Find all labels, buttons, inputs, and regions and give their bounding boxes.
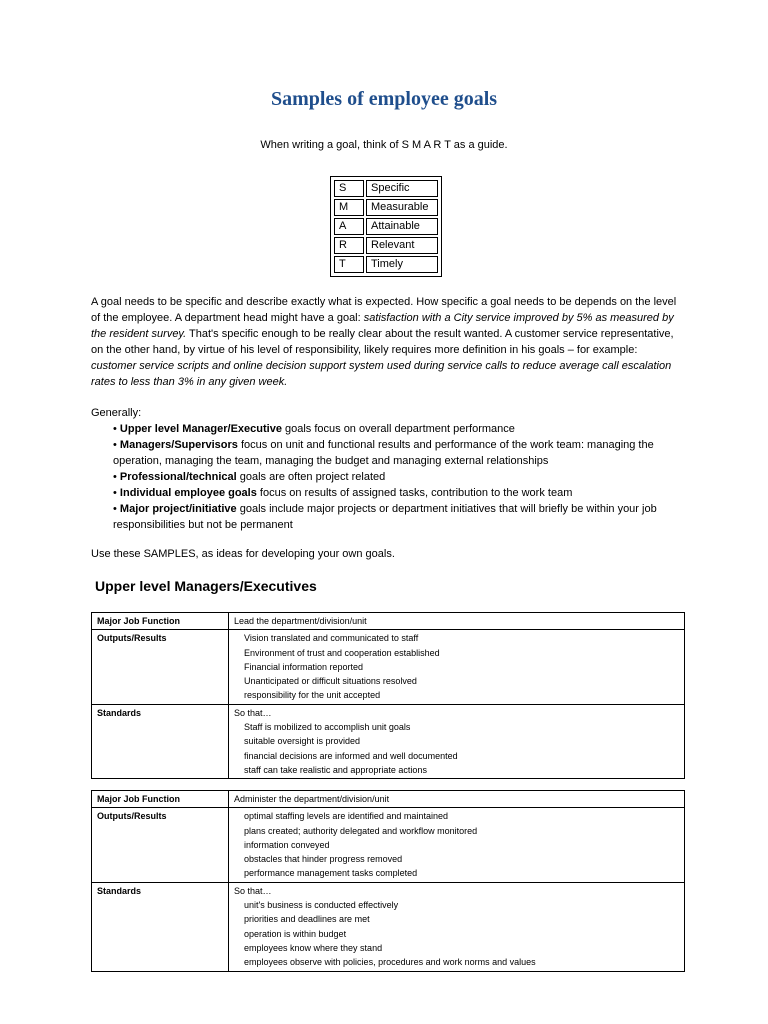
list-item-text: goals are often project related (236, 471, 386, 483)
table-row (92, 613, 685, 630)
outputs-list (229, 808, 685, 882)
goal-level-list (113, 421, 681, 533)
generally-label: Generally: (91, 407, 142, 419)
section-heading: Upper level Managers/Executives (95, 578, 317, 594)
list-item-bold: Major project/initiative (119, 503, 237, 515)
list-item (113, 485, 681, 501)
so-that-text: So that… (234, 707, 272, 718)
smart-word: Attainable (366, 218, 438, 235)
major-job-function-value: Lead the department/division/unit (229, 613, 685, 630)
smart-table (330, 176, 442, 277)
standard-item: staff can take realistic and appropriate actions (244, 764, 427, 775)
list-item-text: goals focus on overall department performance (281, 423, 515, 435)
standard-item: suitable oversight is provided (244, 736, 361, 747)
bullet-icon: • (113, 487, 117, 499)
output-item: information conveyed (244, 839, 330, 850)
smart-letter: T (334, 256, 364, 273)
list-item-bold: Individual employee goals (119, 487, 257, 499)
job-function-table-2 (91, 790, 685, 972)
standard-item: employees observe with policies, procedures and work norms and values (244, 957, 536, 968)
intro-text: When writing a goal, think of S M A R T as a guide. (260, 139, 508, 151)
bullet-icon: • (113, 471, 117, 483)
table-row (92, 704, 685, 778)
table-row (92, 808, 685, 882)
smart-row (334, 199, 438, 216)
smart-row (334, 180, 438, 197)
standard-item: financial decisions are informed and well documented (244, 750, 458, 761)
bullet-icon: • (113, 503, 117, 515)
smart-row (334, 237, 438, 254)
smart-row (334, 218, 438, 235)
page-title: Samples of employee goals (270, 88, 498, 110)
output-item: Financial information reported (244, 661, 364, 672)
table-row (92, 791, 685, 808)
list-item-text: focus on unit and functional results and performance of the work team: managing the operation, managing the team, managing the budget and managing external relationships (113, 439, 654, 467)
para-text-2: That's specific enough to be really clear about the result wanted. A customer service representative, on the other hand, by virtue of his level of responsibility, likely requires more definition in his goals – for example: (91, 328, 674, 356)
outputs-list (229, 630, 685, 704)
para-example-2: customer service scripts and online decision support system used during service calls to reduce average call escalation rates to less than 3% in any given week. (91, 360, 672, 388)
table-row (92, 882, 685, 971)
use-samples-text: Use these SAMPLES, as ideas for developing your own goals. (91, 548, 395, 560)
standard-item: unit's business is conducted effectively (244, 900, 399, 911)
standards-label: Standards (92, 704, 229, 778)
list-item-bold: Professional/technical (119, 471, 237, 483)
bullet-icon: • (113, 439, 117, 451)
standard-item: employees know where they stand (244, 942, 383, 953)
list-item-text: goals include major projects or department initiatives that will briefly be within your job responsibilities but not be permanent (113, 503, 657, 531)
standards-list (229, 704, 685, 778)
smart-letter: A (334, 218, 364, 235)
list-item-text: focus on results of assigned tasks, contribution to the work team (256, 487, 573, 499)
list-item-bold: Managers/Supervisors (119, 439, 238, 451)
major-job-function-label: Major Job Function (92, 791, 229, 808)
output-item: responsibility for the unit accepted (244, 690, 381, 701)
list-item (113, 421, 681, 437)
output-item: plans created; authority delegated and workflow monitored (244, 825, 478, 836)
standard-item: Staff is mobilized to accomplish unit goals (244, 722, 411, 733)
list-item (113, 469, 681, 485)
smart-row (334, 256, 438, 273)
smart-letter: M (334, 199, 364, 216)
list-item-bold: Upper level Manager/Executive (119, 423, 282, 435)
job-function-table-1 (91, 612, 685, 779)
goal-explanation-paragraph (91, 294, 681, 390)
list-item (113, 437, 681, 469)
output-item: obstacles that hinder progress removed (244, 854, 403, 865)
output-item: performance management tasks completed (244, 868, 418, 879)
standard-item: priorities and deadlines are met (244, 914, 370, 925)
outputs-label: Outputs/Results (92, 808, 229, 882)
para-example-1: satisfaction with a City service improved by 5% as measured by the resident survey. (91, 312, 674, 340)
smart-word: Specific (366, 180, 438, 197)
para-text-1: A goal needs to be specific and describe exactly what is expected. How specific a goal needs to be depends on the level of the employee. A department head might have a goal: (91, 296, 677, 324)
smart-word: Relevant (366, 237, 438, 254)
standards-list (229, 882, 685, 971)
standard-item: operation is within budget (244, 928, 347, 939)
smart-letter: S (334, 180, 364, 197)
list-item (113, 501, 681, 533)
output-item: Vision translated and communicated to staff (244, 633, 419, 644)
output-item: Unanticipated or difficult situations resolved (244, 676, 417, 687)
outputs-label: Outputs/Results (92, 630, 229, 704)
standards-label: Standards (92, 882, 229, 971)
smart-word: Measurable (366, 199, 438, 216)
output-item: optimal staffing levels are identified and maintained (244, 811, 448, 822)
so-that-text: So that… (234, 885, 272, 896)
major-job-function-label: Major Job Function (92, 613, 229, 630)
smart-letter: R (334, 237, 364, 254)
bullet-icon: • (113, 423, 117, 435)
table-row (92, 630, 685, 704)
smart-word: Timely (366, 256, 438, 273)
generally-section (91, 405, 681, 533)
output-item: Environment of trust and cooperation established (244, 647, 440, 658)
major-job-function-value: Administer the department/division/unit (229, 791, 685, 808)
